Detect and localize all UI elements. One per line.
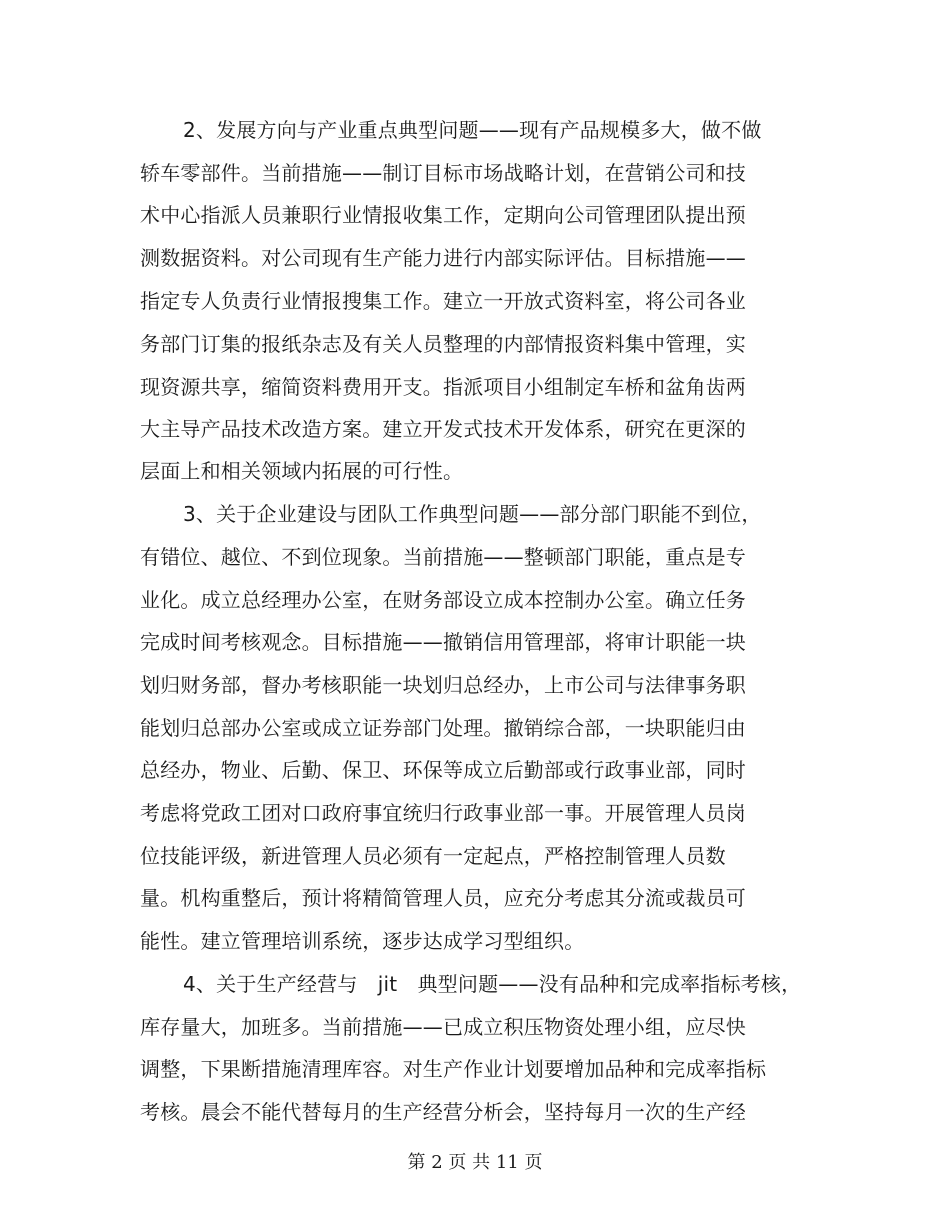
paragraph-line: 能划归总部办公室或成立证券部门处理。撤销综合部，一块职能归由 <box>140 716 746 740</box>
paragraph-line: 层面上和相关领域内拓展的可行性。 <box>140 459 464 483</box>
paragraph-line: 考核。晨会不能代替每月的生产经营分析会，坚持每月一次的生产经 <box>140 1100 746 1124</box>
paragraph-line: 考虑将党政工团对口政府事宜统归行政事业部一事。开展管理人员岗 <box>140 801 746 825</box>
paragraph-line: 库存量大，加班多。当前措施——已成立积压物资处理小组，应尽快 <box>140 1015 746 1039</box>
paragraph-line: 位技能评级，新进管理人员必须有一定起点，严格控制管理人员数 <box>140 844 726 868</box>
paragraph-line: 术中心指派人员兼职行业情报收集工作，定期向公司管理团队提出预 <box>140 203 746 227</box>
paragraph-line: 轿车零部件。当前措施——制订目标市场战略计划，在营销公司和技 <box>140 161 746 185</box>
paragraph-line: 现资源共享，缩简资料费用开支。指派项目小组制定车桥和盆角齿两 <box>140 375 746 399</box>
paragraph-line: 调整，下果断措施清理库容。对生产作业计划要增加品种和完成率指标 <box>140 1057 767 1081</box>
page-number-footer: 第 2 页 共 11 页 <box>407 1152 543 1173</box>
paragraph-line: 有错位、越位、不到位现象。当前措施——整顿部门职能，重点是专 <box>140 545 746 569</box>
paragraph-line: 量。机构重整后，预计将精简管理人员，应充分考虑其分流或裁员可 <box>140 886 746 910</box>
paragraph-line: 业化。成立总经理办公室，在财务部设立成本控制办公室。确立任务 <box>140 588 746 612</box>
paragraph-line: 4、关于生产经营与 jit 典型问题——没有品种和完成率指标考核， <box>183 972 802 996</box>
paragraph-line: 务部门订集的报纸杂志及有关人员整理的内部情报资料集中管理，实 <box>140 332 746 356</box>
paragraph-line: 总经办，物业、后勤、保卫、环保等成立后勤部或行政事业部，同时 <box>140 758 746 782</box>
paragraph-line: 测数据资料。对公司现有生产能力进行内部实际评估。目标措施—— <box>140 246 746 270</box>
paragraph-line: 指定专人负责行业情报搜集工作。建立一开放式资料室，将公司各业 <box>140 289 746 313</box>
paragraph-line: 大主导产品技术改造方案。建立开发式技术开发体系，研究在更深的 <box>140 417 746 441</box>
paragraph-line: 能性。建立管理培训系统，逐步达成学习型组织。 <box>140 929 585 953</box>
paragraph-line: 3、关于企业建设与团队工作典型问题——部分部门职能不到位， <box>183 502 762 526</box>
paragraph-line: 划归财务部，督办考核职能一块划归总经办，上市公司与法律事务职 <box>140 673 746 697</box>
paragraph-line: 2、发展方向与产业重点典型问题——现有产品规模多大，做不做 <box>183 118 762 142</box>
paragraph-line: 完成时间考核观念。目标措施——撤销信用管理部，将审计职能一块 <box>140 630 746 654</box>
